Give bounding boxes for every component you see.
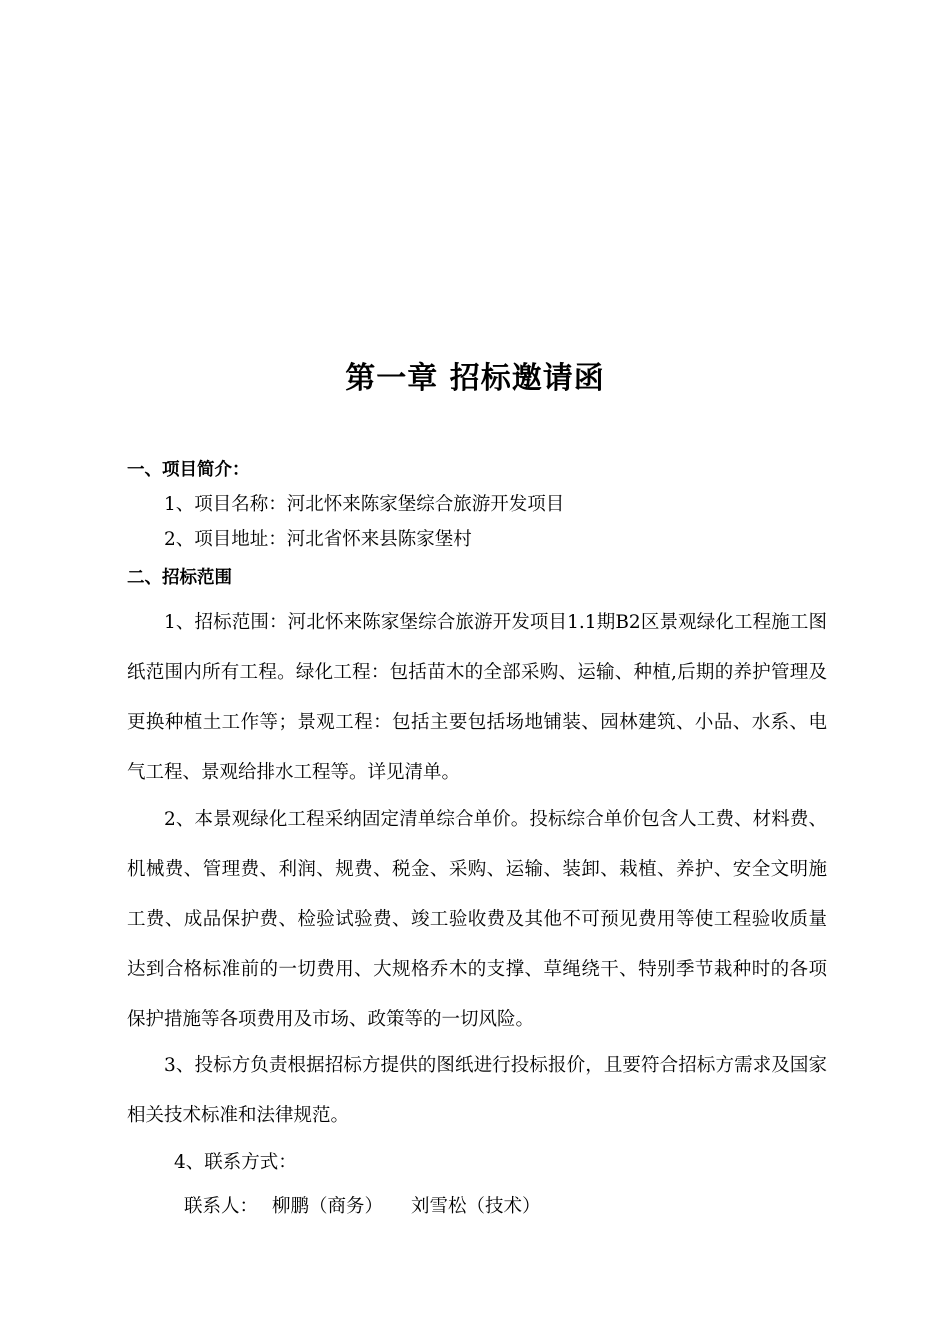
contact-business: 柳鹏（商务） [272,1196,384,1217]
scope-paragraph: 1、招标范围：河北怀来陈家堡综合旅游开发项目1.1期B2区景观绿化工程施工图纸范围内所有工程。绿化工程：包括苗木的全部采购、运输、种植,后期的养护管理及更换种植土工作等；景观工程：包括主要包括场地铺装、园林建筑、小品、水系、电气工程、景观给排水工程等。详见清单。 [127,612,827,783]
contact-label: 联系人： [184,1196,259,1217]
project-address-item: 2、项目地址：河北省怀来县陈家堡村 [164,529,472,550]
section-heading-bid-scope: 二、招标范围 [127,568,232,588]
chapter-title: 第一章 招标邀请函 [345,361,605,396]
contact-technical: 刘雪松（技术） [411,1196,541,1217]
section-heading-project-intro: 一、项目简介： [127,460,250,480]
pricing-paragraph: 2、本景观绿化工程采纳固定清单综合单价。投标综合单价包含人工费、材料费、机械费、管理费、利润、规费、税金、采购、运输、装卸、栽植、养护、安全文明施工费、成品保护费、检验试验费、竣工验收费及其他不可预见费用等使工程验收质量达到合格标准前的一切费用、大规格乔木的支撑、草绳绕干、特别季节栽种时的各项保护措施等各项费用及市场、政策等的一切风险。 [127,809,827,1030]
contact-heading: 4、联系方式： [174,1152,297,1173]
bidder-responsibility-paragraph: 3、投标方负责根据招标方提供的图纸进行投标报价，且要符合招标方需求及国家相关技术标准和法律规范。 [127,1055,827,1126]
contact-line [184,1193,541,1221]
project-name-item: 1、项目名称：河北怀来陈家堡综合旅游开发项目 [164,494,565,515]
